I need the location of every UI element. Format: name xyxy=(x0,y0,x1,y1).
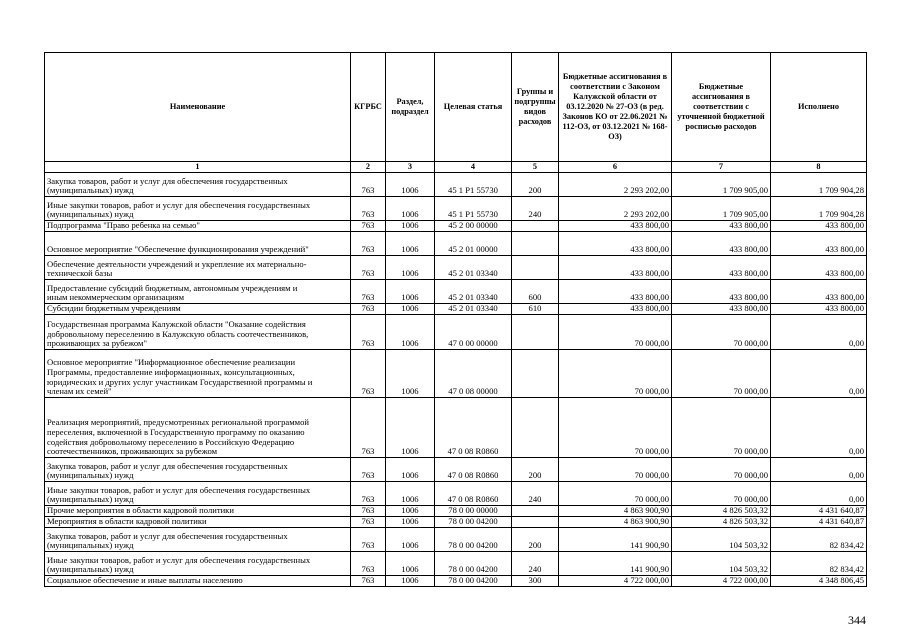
cell-assigned: 433 800,00 xyxy=(559,220,672,231)
cell-article: 45 2 01 03340 xyxy=(435,255,512,279)
cell-article: 47 0 08 R0860 xyxy=(435,457,512,481)
cell-kgrbs: 763 xyxy=(351,505,386,516)
cell-section: 1006 xyxy=(386,551,435,575)
budget-table xyxy=(44,52,867,587)
cell-executed: 1 709 904,28 xyxy=(771,196,867,220)
cell-group: 600 xyxy=(512,279,559,303)
header-executed: Исполнено xyxy=(771,53,867,162)
cell-kgrbs: 763 xyxy=(351,516,386,527)
header-kgrbs: КГРБС xyxy=(351,53,386,162)
cell-kgrbs: 763 xyxy=(351,349,386,397)
cell-section: 1006 xyxy=(386,220,435,231)
cell-article: 47 0 08 R0860 xyxy=(435,481,512,505)
table-row xyxy=(45,303,867,314)
cell-section: 1006 xyxy=(386,196,435,220)
cell-group: 610 xyxy=(512,303,559,314)
cell-executed: 0,00 xyxy=(771,314,867,349)
cell-assigned: 2 293 202,00 xyxy=(559,172,672,196)
table-row xyxy=(45,575,867,586)
cell-name: Закупка товаров, работ и услуг для обеспечения государственных (муниципальных) нужд xyxy=(45,457,351,481)
table-row xyxy=(45,255,867,279)
column-number: 7 xyxy=(672,162,771,173)
cell-kgrbs: 763 xyxy=(351,575,386,586)
cell-executed: 433 800,00 xyxy=(771,231,867,255)
cell-section: 1006 xyxy=(386,231,435,255)
cell-group xyxy=(512,397,559,457)
cell-article: 45 1 P1 55730 xyxy=(435,196,512,220)
cell-name: Реализация мероприятий, предусмотренных региональной программой переселения, включенной в Государственную программу по оказанию содействия добровольному переселению в Российскую Федерацию соотечественников, проживающих за рубежом xyxy=(45,397,351,457)
header-groups: Группы и подгруппы видов расходов xyxy=(512,53,559,162)
cell-refined: 104 503,32 xyxy=(672,551,771,575)
cell-assigned: 70 000,00 xyxy=(559,314,672,349)
cell-section: 1006 xyxy=(386,255,435,279)
cell-executed: 4 431 640,87 xyxy=(771,505,867,516)
cell-group xyxy=(512,516,559,527)
column-number-row xyxy=(45,162,867,173)
cell-kgrbs: 763 xyxy=(351,551,386,575)
cell-article: 47 0 00 00000 xyxy=(435,314,512,349)
cell-group: 240 xyxy=(512,551,559,575)
cell-section: 1006 xyxy=(386,505,435,516)
cell-refined: 70 000,00 xyxy=(672,481,771,505)
cell-refined: 433 800,00 xyxy=(672,303,771,314)
cell-name: Обеспечение деятельности учреждений и укрепление их материально- технической базы xyxy=(45,255,351,279)
cell-group xyxy=(512,314,559,349)
table-row xyxy=(45,172,867,196)
header-section: Раздел, подраздел xyxy=(386,53,435,162)
cell-kgrbs: 763 xyxy=(351,397,386,457)
cell-kgrbs: 763 xyxy=(351,314,386,349)
table-row xyxy=(45,196,867,220)
cell-executed: 82 834,42 xyxy=(771,527,867,551)
cell-executed: 433 800,00 xyxy=(771,303,867,314)
cell-section: 1006 xyxy=(386,527,435,551)
table-row xyxy=(45,505,867,516)
table-row xyxy=(45,516,867,527)
cell-kgrbs: 763 xyxy=(351,279,386,303)
table-row xyxy=(45,279,867,303)
cell-refined: 1 709 905,00 xyxy=(672,172,771,196)
header-row xyxy=(45,53,867,162)
cell-refined: 70 000,00 xyxy=(672,397,771,457)
cell-refined: 104 503,32 xyxy=(672,527,771,551)
cell-refined: 433 800,00 xyxy=(672,255,771,279)
cell-article: 47 0 08 R0860 xyxy=(435,397,512,457)
cell-article: 78 0 00 04200 xyxy=(435,527,512,551)
cell-article: 45 1 P1 55730 xyxy=(435,172,512,196)
cell-executed: 433 800,00 xyxy=(771,279,867,303)
cell-refined: 4 826 503,32 xyxy=(672,516,771,527)
cell-assigned: 70 000,00 xyxy=(559,397,672,457)
cell-name: Прочие мероприятия в области кадровой политики xyxy=(45,505,351,516)
cell-assigned: 70 000,00 xyxy=(559,481,672,505)
cell-section: 1006 xyxy=(386,457,435,481)
cell-name: Подпрограмма "Право ребенка на семью" xyxy=(45,220,351,231)
cell-article: 45 2 01 03340 xyxy=(435,279,512,303)
cell-assigned: 141 900,90 xyxy=(559,527,672,551)
cell-article: 78 0 00 04200 xyxy=(435,575,512,586)
table-row xyxy=(45,314,867,349)
cell-name: Иные закупки товаров, работ и услуг для обеспечения государственных (муниципальных) нужд xyxy=(45,196,351,220)
cell-article: 78 0 00 04200 xyxy=(435,551,512,575)
cell-assigned: 2 293 202,00 xyxy=(559,196,672,220)
cell-kgrbs: 763 xyxy=(351,172,386,196)
cell-refined: 4 826 503,32 xyxy=(672,505,771,516)
cell-name: Предоставление субсидий бюджетным, автономным учреждениям и иным некоммерческим организациям xyxy=(45,279,351,303)
cell-article: 45 2 01 03340 xyxy=(435,303,512,314)
cell-assigned: 4 863 900,90 xyxy=(559,516,672,527)
cell-section: 1006 xyxy=(386,575,435,586)
cell-group: 200 xyxy=(512,457,559,481)
column-number: 8 xyxy=(771,162,867,173)
table-row xyxy=(45,481,867,505)
cell-refined: 70 000,00 xyxy=(672,457,771,481)
cell-article: 78 0 00 04200 xyxy=(435,516,512,527)
cell-executed: 0,00 xyxy=(771,349,867,397)
cell-assigned: 141 900,90 xyxy=(559,551,672,575)
cell-name: Закупка товаров, работ и услуг для обеспечения государственных (муниципальных) нужд xyxy=(45,172,351,196)
header-article: Целевая статья xyxy=(435,53,512,162)
cell-name: Мероприятия в области кадровой политики xyxy=(45,516,351,527)
cell-refined: 4 722 000,00 xyxy=(672,575,771,586)
cell-executed: 1 709 904,28 xyxy=(771,172,867,196)
cell-section: 1006 xyxy=(386,279,435,303)
cell-name: Иные закупки товаров, работ и услуг для обеспечения государственных (муниципальных) нужд xyxy=(45,481,351,505)
cell-executed: 82 834,42 xyxy=(771,551,867,575)
cell-refined: 70 000,00 xyxy=(672,349,771,397)
cell-article: 78 0 00 00000 xyxy=(435,505,512,516)
cell-group xyxy=(512,349,559,397)
table-row xyxy=(45,397,867,457)
cell-assigned: 70 000,00 xyxy=(559,457,672,481)
cell-name: Закупка товаров, работ и услуг для обеспечения государственных (муниципальных) нужд xyxy=(45,527,351,551)
cell-section: 1006 xyxy=(386,481,435,505)
column-number: 5 xyxy=(512,162,559,173)
cell-group: 240 xyxy=(512,196,559,220)
cell-group xyxy=(512,505,559,516)
cell-name: Государственная программа Калужской области "Оказание содействия добровольному переселению в Калужскую область соотечественников, проживающих за рубежом" xyxy=(45,314,351,349)
cell-refined: 70 000,00 xyxy=(672,314,771,349)
cell-section: 1006 xyxy=(386,314,435,349)
cell-group: 240 xyxy=(512,481,559,505)
cell-assigned: 4 722 000,00 xyxy=(559,575,672,586)
cell-section: 1006 xyxy=(386,397,435,457)
cell-executed: 4 348 806,45 xyxy=(771,575,867,586)
cell-name: Социальное обеспечение и иные выплаты населению xyxy=(45,575,351,586)
header-refined: Бюджетные ассигнования в соответствии с уточненной бюджетной росписью расходов xyxy=(672,53,771,162)
table-row xyxy=(45,220,867,231)
table-row xyxy=(45,527,867,551)
cell-assigned: 433 800,00 xyxy=(559,255,672,279)
cell-article: 45 2 01 00000 xyxy=(435,231,512,255)
cell-name: Субсидии бюджетным учреждениям xyxy=(45,303,351,314)
cell-article: 47 0 08 00000 xyxy=(435,349,512,397)
cell-name: Иные закупки товаров, работ и услуг для обеспечения государственных (муниципальных) нужд xyxy=(45,551,351,575)
cell-executed: 0,00 xyxy=(771,481,867,505)
column-number: 1 xyxy=(45,162,351,173)
column-number: 4 xyxy=(435,162,512,173)
table-row xyxy=(45,231,867,255)
cell-assigned: 433 800,00 xyxy=(559,231,672,255)
cell-name: Основное мероприятие "Обеспечение функционирования учреждений" xyxy=(45,231,351,255)
page-number: 344 xyxy=(848,613,866,627)
column-number: 6 xyxy=(559,162,672,173)
cell-article: 45 2 00 00000 xyxy=(435,220,512,231)
table-row xyxy=(45,457,867,481)
header-name: Наименование xyxy=(45,53,351,162)
cell-group xyxy=(512,220,559,231)
cell-assigned: 4 863 900,90 xyxy=(559,505,672,516)
table-row xyxy=(45,551,867,575)
cell-kgrbs: 763 xyxy=(351,457,386,481)
cell-kgrbs: 763 xyxy=(351,303,386,314)
cell-group: 200 xyxy=(512,172,559,196)
cell-assigned: 70 000,00 xyxy=(559,349,672,397)
cell-section: 1006 xyxy=(386,516,435,527)
cell-group xyxy=(512,231,559,255)
cell-kgrbs: 763 xyxy=(351,220,386,231)
cell-kgrbs: 763 xyxy=(351,481,386,505)
cell-group xyxy=(512,255,559,279)
cell-executed: 4 431 640,87 xyxy=(771,516,867,527)
cell-refined: 433 800,00 xyxy=(672,220,771,231)
cell-refined: 433 800,00 xyxy=(672,279,771,303)
column-number: 3 xyxy=(386,162,435,173)
cell-kgrbs: 763 xyxy=(351,231,386,255)
cell-kgrbs: 763 xyxy=(351,527,386,551)
cell-executed: 0,00 xyxy=(771,457,867,481)
header-assigned: Бюджетные ассигнования в соответствии с Законом Калужской области от 03.12.2020 № 27-ОЗ (в ред. Законов КО от 22.06.2021 № 112-ОЗ, от 03.12.2021 № 168-ОЗ) xyxy=(559,53,672,162)
column-number: 2 xyxy=(351,162,386,173)
cell-section: 1006 xyxy=(386,172,435,196)
cell-section: 1006 xyxy=(386,349,435,397)
cell-refined: 433 800,00 xyxy=(672,231,771,255)
cell-group: 300 xyxy=(512,575,559,586)
cell-kgrbs: 763 xyxy=(351,255,386,279)
cell-executed: 433 800,00 xyxy=(771,255,867,279)
cell-section: 1006 xyxy=(386,303,435,314)
table-row xyxy=(45,349,867,397)
cell-assigned: 433 800,00 xyxy=(559,303,672,314)
cell-executed: 0,00 xyxy=(771,397,867,457)
cell-name: Основное мероприятие "Информационное обеспечение реализации Программы, предоставление информационных, консультационных, юридических и других услуг участникам Государственной программы и членам их семей" xyxy=(45,349,351,397)
cell-assigned: 433 800,00 xyxy=(559,279,672,303)
cell-kgrbs: 763 xyxy=(351,196,386,220)
cell-group: 200 xyxy=(512,527,559,551)
cell-executed: 433 800,00 xyxy=(771,220,867,231)
cell-refined: 1 709 905,00 xyxy=(672,196,771,220)
